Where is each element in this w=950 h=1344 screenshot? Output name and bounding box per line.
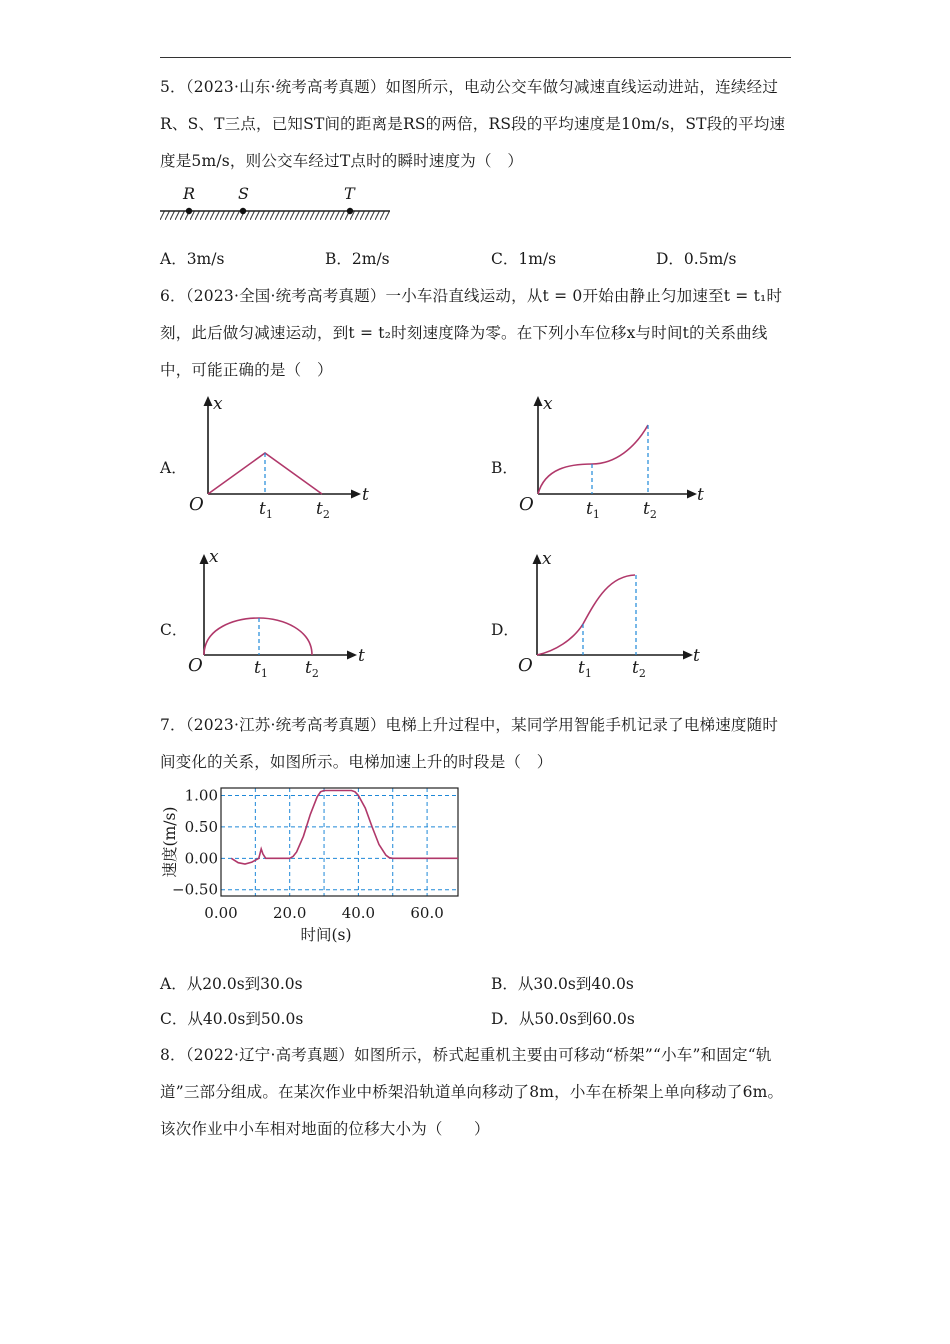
svg-text:t1 <box>578 658 592 680</box>
label-t: T <box>344 184 355 203</box>
t1-a-sub: 1 <box>265 508 273 521</box>
plot-frame <box>221 788 458 896</box>
q5-road-diagram <box>160 180 392 228</box>
q7-option-c[interactable]: C．从40.0s到50.0s <box>160 1010 304 1028</box>
svg-text:t2 <box>643 499 657 521</box>
q5-option-b[interactable]: B．2m/s <box>325 250 390 268</box>
q5-option-c[interactable]: C．1m/s <box>491 250 557 268</box>
t1-c-sub: 1 <box>260 667 268 680</box>
curve-a <box>208 453 322 494</box>
t1-d: t <box>578 658 585 678</box>
t2-a: t <box>316 499 323 519</box>
t1-b-sub: 1 <box>592 508 600 521</box>
q7-option-d[interactable]: D．从50.0s到60.0s <box>491 1010 635 1028</box>
x-tick-label: 20.0 <box>272 904 307 922</box>
q6-option-c-label[interactable]: C． <box>160 621 188 639</box>
svg-text:t1 <box>586 499 600 521</box>
t2-b-sub: 2 <box>649 508 657 521</box>
t2-b: t <box>643 499 650 519</box>
x-tick-label: 40.0 <box>341 904 376 922</box>
axis-t-a: t <box>362 485 369 505</box>
x-tick-label: 60.0 <box>410 904 444 922</box>
q6-option-a-label[interactable]: A． <box>160 459 187 477</box>
t2-d: t <box>632 658 639 678</box>
q6-graph-b <box>515 388 710 523</box>
t2-a-sub: 2 <box>322 508 330 521</box>
x-axis-label: 时间(s) <box>300 926 352 944</box>
q8-text: 8．（2022·辽宁·高考真题）如图所示，桥式起重机主要由可移动“桥架”“小车”和固定“轨道”三部分组成。在某次作业中桥架沿轨道单向移动了8m，小车在桥架上单向移动了6m。该次作业中小车相对地面的位移大小为（ ） <box>160 1046 784 1138</box>
origin-b: O <box>519 494 534 515</box>
axis-t-d: t <box>693 646 700 666</box>
svg-text:t2 <box>632 658 646 680</box>
t1-a: t <box>259 499 266 519</box>
axis-x-b: x <box>543 394 553 414</box>
y-tick-label: 0.00 <box>184 849 218 868</box>
x-tick-label: 0.00 <box>204 904 238 922</box>
q5-option-a[interactable]: A．3m/s <box>160 250 225 268</box>
point-s <box>240 208 246 214</box>
axis-t-b: t <box>697 485 704 505</box>
axis-t-c: t <box>358 646 365 666</box>
q6-graph-d <box>515 548 710 683</box>
origin-a: O <box>189 494 204 515</box>
t1-b: t <box>586 499 593 519</box>
q6-text: 6．（2023·全国·统考高考真题）一小车沿直线运动，从t = 0开始由静止匀加速至t = t₁时刻，此后做匀减速运动，到t = t₂时刻速度降为零。在下列小车位移x与时间t的关系曲线中，可能正确的是（ ） <box>160 287 783 379</box>
q6-graph-c <box>185 548 375 683</box>
q5-option-d[interactable]: D．0.5m/s <box>656 250 737 268</box>
curve-d <box>537 575 635 655</box>
t2-d-sub: 2 <box>638 667 646 680</box>
q5-text: 5．（2023·山东·统考高考真题）如图所示，电动公交车做匀减速直线运动进站，连续经过R、S、T三点，已知ST间的距离是RS的两倍，RS段的平均速度是10m/s，ST段的平均速度是5m/s，则公交车经过T点时的瞬时速度为（ ） <box>160 78 786 170</box>
t2-c-sub: 2 <box>311 667 319 680</box>
y-tick-label: −0.50 <box>172 880 218 899</box>
q7-velocity-chart <box>155 785 475 950</box>
y-axis-label: 速度(m/s) <box>161 806 179 878</box>
q6-option-b-label[interactable]: B． <box>491 459 518 477</box>
y-tick-label: 0.50 <box>184 817 218 836</box>
q6-graph-a <box>185 388 375 523</box>
axis-x-d: x <box>542 549 552 569</box>
axis-x-a: x <box>213 394 223 414</box>
point-t <box>347 208 353 214</box>
q7-option-a[interactable]: A．从20.0s到30.0s <box>160 975 303 993</box>
curve-c <box>204 618 312 655</box>
svg-text:t1 <box>259 499 273 521</box>
axis-x-c: x <box>209 547 219 567</box>
svg-text:t2 <box>316 499 330 521</box>
q7-option-b[interactable]: B．从30.0s到40.0s <box>491 975 634 993</box>
label-s: S <box>238 184 249 203</box>
header-rule <box>160 57 791 58</box>
t1-d-sub: 1 <box>584 667 592 680</box>
svg-text:t1 <box>254 658 268 680</box>
svg-text:t2 <box>305 658 319 680</box>
point-r <box>186 208 192 214</box>
y-tick-label: 1.00 <box>184 786 218 805</box>
curve-b <box>538 425 648 494</box>
origin-c: O <box>188 655 203 676</box>
q6-option-d-label[interactable]: D． <box>491 621 519 639</box>
q7-text: 7．（2023·江苏·统考高考真题）电梯上升过程中，某同学用智能手机记录了电梯速度随时间变化的关系，如图所示。电梯加速上升的时段是（ ） <box>160 716 779 771</box>
t2-c: t <box>305 658 312 678</box>
origin-d: O <box>518 655 533 676</box>
t1-c: t <box>254 658 261 678</box>
label-r: R <box>183 184 196 203</box>
